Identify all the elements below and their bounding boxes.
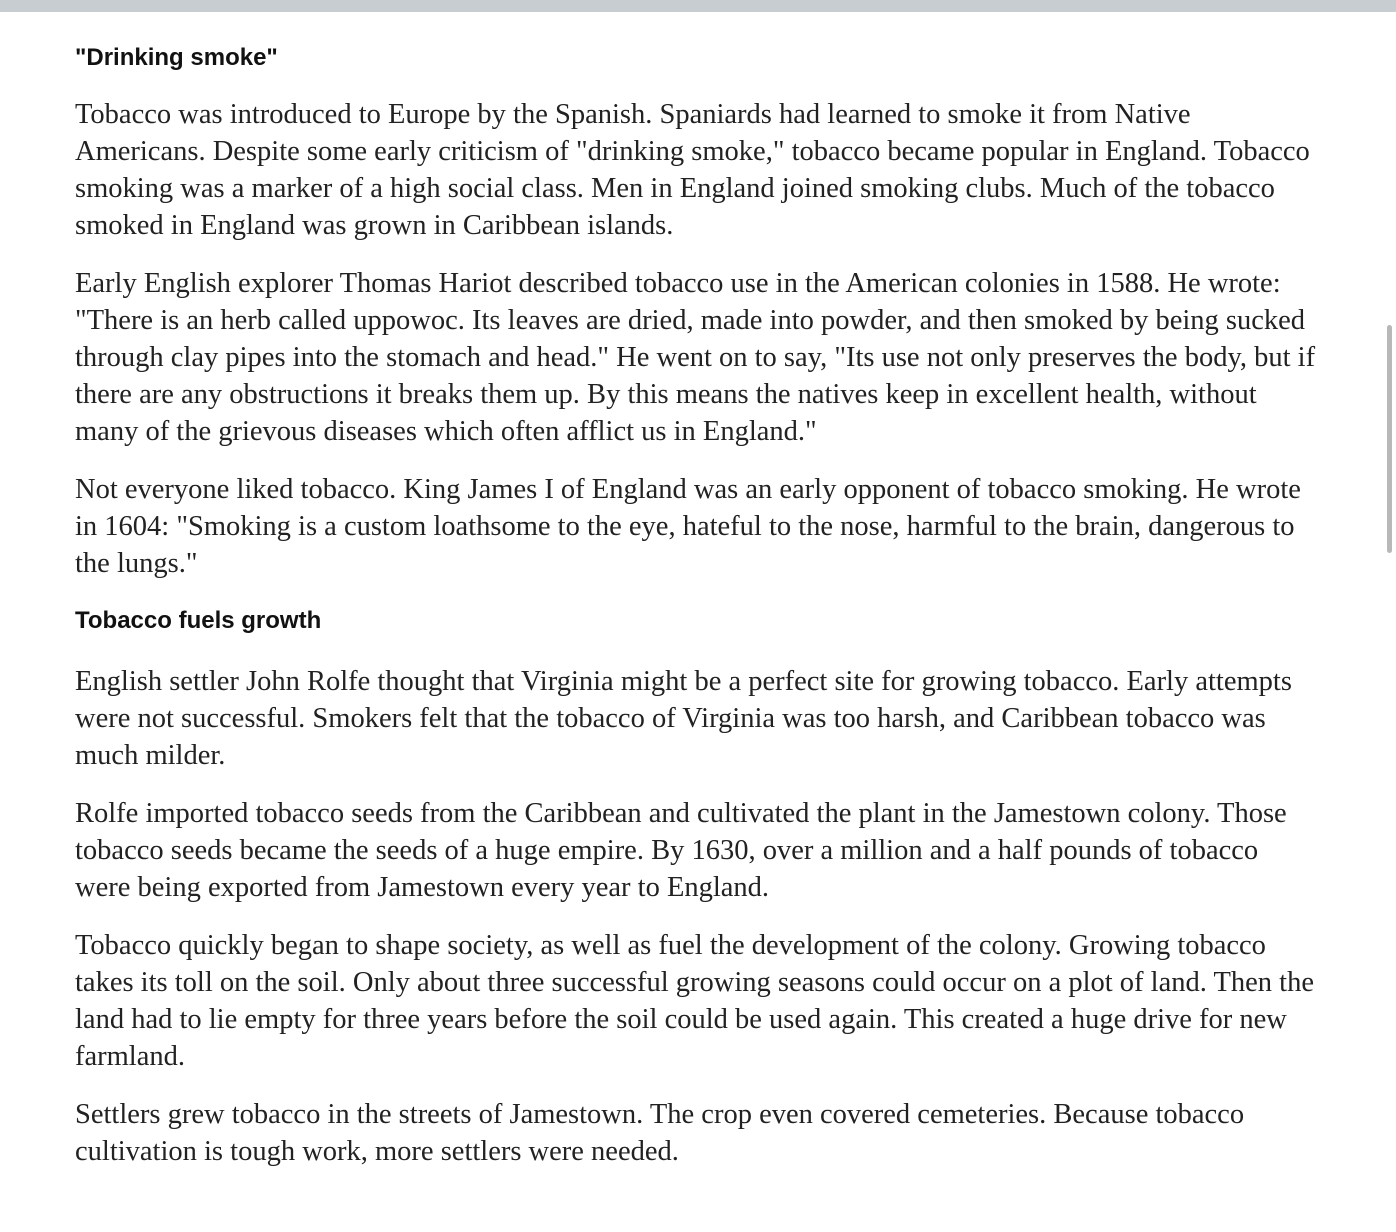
top-toolbar-strip [0, 0, 1396, 12]
paragraph: Early English explorer Thomas Hariot described tobacco use in the American colonies in 1588. He wrote: "There is an herb called uppowoc. Its leaves are dried, made into powder, and then smoked by being sucked through clay pipes into the stomach and head." He went on to say, "Its use not only preserves the body, but if there are any obstructions it breaks them up. By this means the natives keep in excellent health, without many of the grievous diseases which often afflict us in England." [75, 268, 1316, 447]
section-heading-tobacco-fuels-growth: Tobacco fuels growth [75, 607, 322, 634]
vertical-scrollbar-thumb[interactable] [1387, 325, 1392, 553]
paragraph: English settler John Rolfe thought that Virginia might be a perfect site for growing tobacco. Early attempts were not successful. Smokers felt that the tobacco of Virginia was too harsh, and Caribbean tobacco was much milder. [75, 666, 1292, 771]
paragraph: Tobacco was introduced to Europe by the Spanish. Spaniards had learned to smoke it from Native Americans. Despite some early criticism of "drinking smoke," tobacco became popular in England. Tobacco smoking was a marker of a high social class. Men in England joined smoking clubs. Much of the tobacco smoked in England was grown in Caribbean islands. [75, 99, 1310, 241]
paragraph: Settlers grew tobacco in the streets of Jamestown. The crop even covered cemeteries. Because tobacco cultivation is tough work, more settlers were needed. [75, 1099, 1245, 1167]
paragraph: Not everyone liked tobacco. King James I of England was an early opponent of tobacco smoking. He wrote in 1604: "Smoking is a custom loathsome to the eye, hateful to the nose, harmful to the brain, dangerous to the lungs." [75, 474, 1301, 579]
paragraph: Tobacco quickly began to shape society, as well as fuel the development of the colony. Growing tobacco takes its toll on the soil. Only about three successful growing seasons could occur on a plot of land. Then the land had to lie empty for three years before the soil could be used again. This created a huge drive for new farmland. [75, 930, 1314, 1072]
section-heading-drinking-smoke: "Drinking smoke" [75, 44, 278, 71]
paragraph: Rolfe imported tobacco seeds from the Caribbean and cultivated the plant in the Jamestown colony. Those tobacco seeds became the seeds of a huge empire. By 1630, over a million and a half pounds of tobacco were being exported from Jamestown every year to England. [75, 798, 1287, 903]
article-body [75, 40, 1320, 1170]
